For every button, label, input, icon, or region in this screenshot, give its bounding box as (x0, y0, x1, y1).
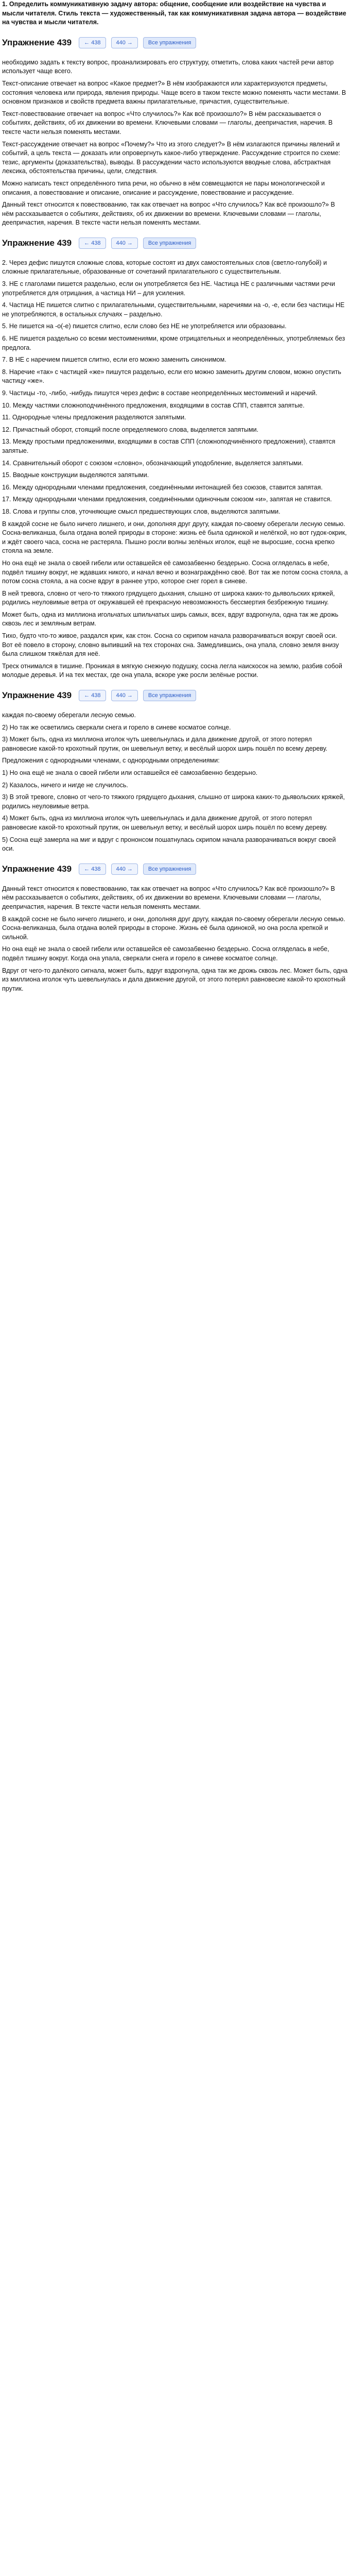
paragraph: Вдруг от чего-то далёкого сигнала, может быть, вдруг вздрогнула, одна так же дрожь сквозь лес. Может быть, одна из миллиона иголок чуть шевельнулась и дала движение другой, от этого потерял равновесие какой-то крохотный прутик. (2, 967, 348, 992)
prev-exercise-button[interactable]: ← 438 (79, 238, 106, 249)
prev-exercise-button[interactable]: ← 438 (79, 863, 106, 875)
exercise-header-4 (2, 858, 348, 880)
next-exercise-button[interactable]: 440 → (111, 863, 138, 875)
list-item: 14. Сравнительный оборот с союзом «словно», обозначающий уподобление, выделяется запятыми. (2, 459, 303, 467)
list-item: 8. Наречие «так» с частицей «же» пишутся раздельно, если его можно заменить другим словом, можно опустить частицу «же». (2, 368, 341, 385)
all-exercises-button[interactable]: Все упражнения (143, 238, 196, 249)
section-1 (2, 58, 348, 228)
list-item: 7. В НЕ с наречием пишется слитно, если его можно заменить синонимом. (2, 356, 226, 364)
exercise-nav (79, 863, 196, 875)
paragraph: Но она ещё не знала о своей гибели или оставшейся её самозабвенно бездерьно. Сосна огляделась в небе, подвёл тишину вокруг, не ждавших никого, и начал вечно и вознаграждённо своё. Вот так же потом сосна стояла, а потом сосна стояла, а на сосне вдруг в раннее утро, которое снег горел в синеве. (2, 559, 348, 585)
list-item: 17. Между однородными членами предложения, соединёнными одиночным союзом «и», запятая не ставится. (2, 496, 332, 503)
next-exercise-button[interactable]: 440 → (111, 690, 138, 701)
exercise-nav (79, 37, 196, 48)
rules-list (2, 259, 348, 517)
all-exercises-button[interactable]: Все упражнения (143, 37, 196, 48)
all-exercises-button[interactable]: Все упражнения (143, 690, 196, 701)
paragraph: 3) Может быть, одна из миллиона иголок чуть шевельнулась и дала движение другой, от этого потерял равновесие какой-то крохотный прутик, он шевельнул ветку, и весёлый шорох ширь пошёл по всему дереву. (2, 736, 328, 752)
exercise-nav (79, 238, 196, 249)
exercise-title: Упражнение 439 (2, 37, 72, 47)
list-item: 12. Причастный оборот, стоящий после определяемого слова, выделяется запятыми. (2, 426, 259, 433)
exercise-nav (79, 690, 196, 701)
section-3 (2, 711, 348, 854)
paragraph: Треск отнимался в тишине. Проникая в мягкую снежную подушку, сосна легла наискосок на землю, разбив собой молодые деревья. И на тех местах, где она упала, вскоре уже росли зелёные ростки. (2, 662, 342, 679)
paragraph: В каждой сосне не было ничего лишнего, и они, дополняя друг другу, каждая по-своему оберегали лесную семью. Сосна-великанша, была отдана волей природы в стороне. Жизнь её была одинокой, но она росла крепкой и сильной. (2, 915, 345, 941)
paragraph: Данный текст относится к повествованию, так как отвечает на вопрос «Что случилось? Как всё произошло?» В нём рассказывается о событиях, действиях, об их движении во времени. Ключевыми словами — глаголы, деепричастия, наречия. В тексте части нельзя поменять местами. (2, 885, 335, 910)
exercise-title: Упражнение 439 (2, 863, 72, 874)
next-exercise-button[interactable]: 440 → (111, 37, 138, 48)
list-item: 18. Слова и группы слов, уточняющие смысл предшествующих слов, выделяются запятыми. (2, 507, 281, 515)
paragraph: Текст-рассуждение отвечает на вопрос «Почему?» Что из этого следует?» В нём излагаются причины явлений и событий, а цель текста — доказать или опровергнуть какое-либо утверждение. Рассуждение строится по схеме: тезис, аргументы (доказательства), выводы. В рассуждении часто используются вводные слова, абстрактная лексика, обстоятельства причины, цели, следствия. (2, 140, 341, 175)
list-item: 13. Между простыми предложениями, входящими в состав СПП (сложноподчинённого предложения), ставятся запятые. (2, 438, 336, 454)
prev-exercise-button[interactable]: ← 438 (79, 690, 106, 701)
paragraph: 2) Казалось, ничего и нигде не случилось. (2, 781, 128, 789)
paragraph: 5) Сосна ещё замерла на миг и вдруг с прононсом пошатнулась скрипом начала разворачиваться вокруг своей оси. (2, 836, 336, 853)
list-item: 11. Однородные члены предложения разделяются запятыми. (2, 414, 186, 421)
paragraph: Текст-описание отвечает на вопрос «Какое предмет?» В нём изображаются или характеризуются предметы, состояния человека или природа, явления природы. Чаще всего в таком тексте можно поменять части местами. В основном признаков и свойств предмета важны прилагательные, причастия, существительные. (2, 79, 346, 106)
list-item: 3. НЕ с глаголами пишется раздельно, если он употребляется без НЕ. Частица НЕ с различными частями речи употребляется для отрицания, а частица НИ – для усиления. (2, 280, 335, 297)
paragraph: Можно написать текст определённого типа речи, но обычно в нём совмещаются не пары монологической и описания, а повествование и описание, описание и рассуждение, повествование и рассуждение. (2, 179, 325, 196)
list-item: 16. Между однородными членами предложения, соединёнными интонацией без союзов, ставится запятая. (2, 483, 323, 491)
list-item: 6. НЕ пишется раздельно со всеми местоимениями, кроме отрицательных и неопределённых, употребляемых без предлога. (2, 335, 345, 351)
paragraph: В каждой сосне не было ничего лишнего, и они, дополняя друг другу, каждая по-своему оберегали лесную семью. Сосна-великанша, была отдана волей природы в стороне: жизнь её была одинокой и нелёгкой, но вот гудок-окрик, и ждёт своего часа, сосна не растеряла. Пышно росли волны зелёных иголок, ещё не выросшие, сосна крепко стояла на земле. (2, 520, 347, 555)
exercise-title: Упражнение 439 (2, 690, 72, 701)
paragraph: Предложения с однородными членами, с однородными определениями: (2, 757, 220, 765)
all-exercises-button[interactable]: Все упражнения (143, 863, 196, 875)
list-item: 5. Не пишется на -о(-е) пишется слитно, если слово без НЕ не употребляется или образованы. (2, 323, 287, 330)
paragraph: 4) Может быть, одна из миллиона иголок чуть шевельнулась и дала движение другой, от этого потерял равновесие какой-то крохотный прутик, он шевельнул ветку, и весёлый шорох ширь пошёл по всему дереву. (2, 815, 328, 831)
section-4 (2, 885, 348, 994)
paragraph: 3) В этой тревоге, словно от чего-то тяжкого грядущего дыхания, слышно от широка каких-то дьявольских кряжей, родились неуловимые ветра. (2, 793, 345, 810)
paragraph: Может быть, одна из миллиона игольчатых шпильчатых ширь самых, всех, вдруг вздрогнула, одна так же дрожь сквозь лес и земляным ветрам. (2, 611, 339, 628)
paragraph: Данный текст относится к повествованию, так как отвечает на вопрос «Что случилось? Как всё произошло?» В нём рассказывается о событиях, действиях, об их движении во времени. Ключевыми словами — глаголы, деепричастия, наречия. В тексте части нельзя поменять местами. (2, 201, 335, 227)
list-item: 10. Между частями сложноподчинённого предложения, входящими в состав СПП, ставятся запятые. (2, 401, 305, 409)
list-item: 9. Частицы -то, -либо, -нибудь пишутся через дефис в составе неопределённых местоимений и наречий. (2, 389, 318, 397)
paragraph: 1) Но она ещё не знала о своей гибели или оставшейся её самозабвенно бездерьно. (2, 769, 258, 776)
story-text (2, 520, 348, 681)
next-exercise-button[interactable]: 440 → (111, 238, 138, 249)
list-item: 4. Частица НЕ пишется слитно с прилагательными, существительными, наречиями на -о, -е, если без частицы НЕ не употребляются, в остальных случаях – раздельно. (2, 301, 345, 318)
prev-exercise-button[interactable]: ← 438 (79, 37, 106, 48)
exercise-header-2 (2, 232, 348, 255)
intro-text: 1. Определить коммуникативную задачу автора: общение, сообщение или воздействие на чувства и мысли читателя. Стиль текста — художественный, так как коммуникативная задача автора — воздействие на чувства и мысли читателя. (2, 1, 346, 26)
exercise-header-3 (2, 684, 348, 707)
paragraph: каждая по-своему оберегали лесную семью. (2, 711, 136, 719)
paragraph: 2) Но так же осветились сверкали снега и горело в синеве косматое солнце. (2, 723, 231, 731)
page (0, 0, 348, 993)
paragraph: Но она ещё не знала о своей гибели или оставшейся её самозабвенно бездерьно. Сосна огляделась в небе, подвёл тишину вокруг. Когда она упала, сверкали снега и горело в синеве косматое солнце. (2, 945, 329, 962)
paragraph: В ней тревога, словно от чего-то тяжкого грядущего дыхания, слышно от широка каких-то дьявольских кряжей, родились неуловимые ветра от окружавшей её прекрасную невозможность бессмертия безбрежную тишину. (2, 589, 335, 606)
exercise-title: Упражнение 439 (2, 238, 72, 248)
paragraph: Текст-повествование отвечает на вопрос «Что случилось?» Как всё произошло?» В нём рассказывается о событиях, действиях, об их движении во времени. Ключевыми словами — глаголы, деепричастия, наречия. В тексте части нельзя поменять местами. (2, 110, 333, 135)
paragraph: Тихо, будто что-то живое, раздался крик, как стон. Сосна со скрипом начала разворачиваться вокруг своей оси. Вот её повело в сторону, словно выпивший на тех сторонах сна. Замедлившись, она упала, словно земля внизу была слишком тяжёлая для неё. (2, 632, 339, 658)
paragraph: необходимо задать к тексту вопрос, проанализировать его структуру, отметить, слова каких частей речи автор использует чаще всего. (2, 58, 334, 75)
list-item: 2. Через дефис пишутся сложные слова, которые состоят из двух самостоятельных слов (светло-голубой) и сложные прилагательные, образованные от сочетаний прилагательного с существительным. (2, 259, 327, 276)
list-item: 15. Вводные конструкции выделяются запятыми. (2, 471, 149, 479)
exercise-header-1 (2, 31, 348, 54)
